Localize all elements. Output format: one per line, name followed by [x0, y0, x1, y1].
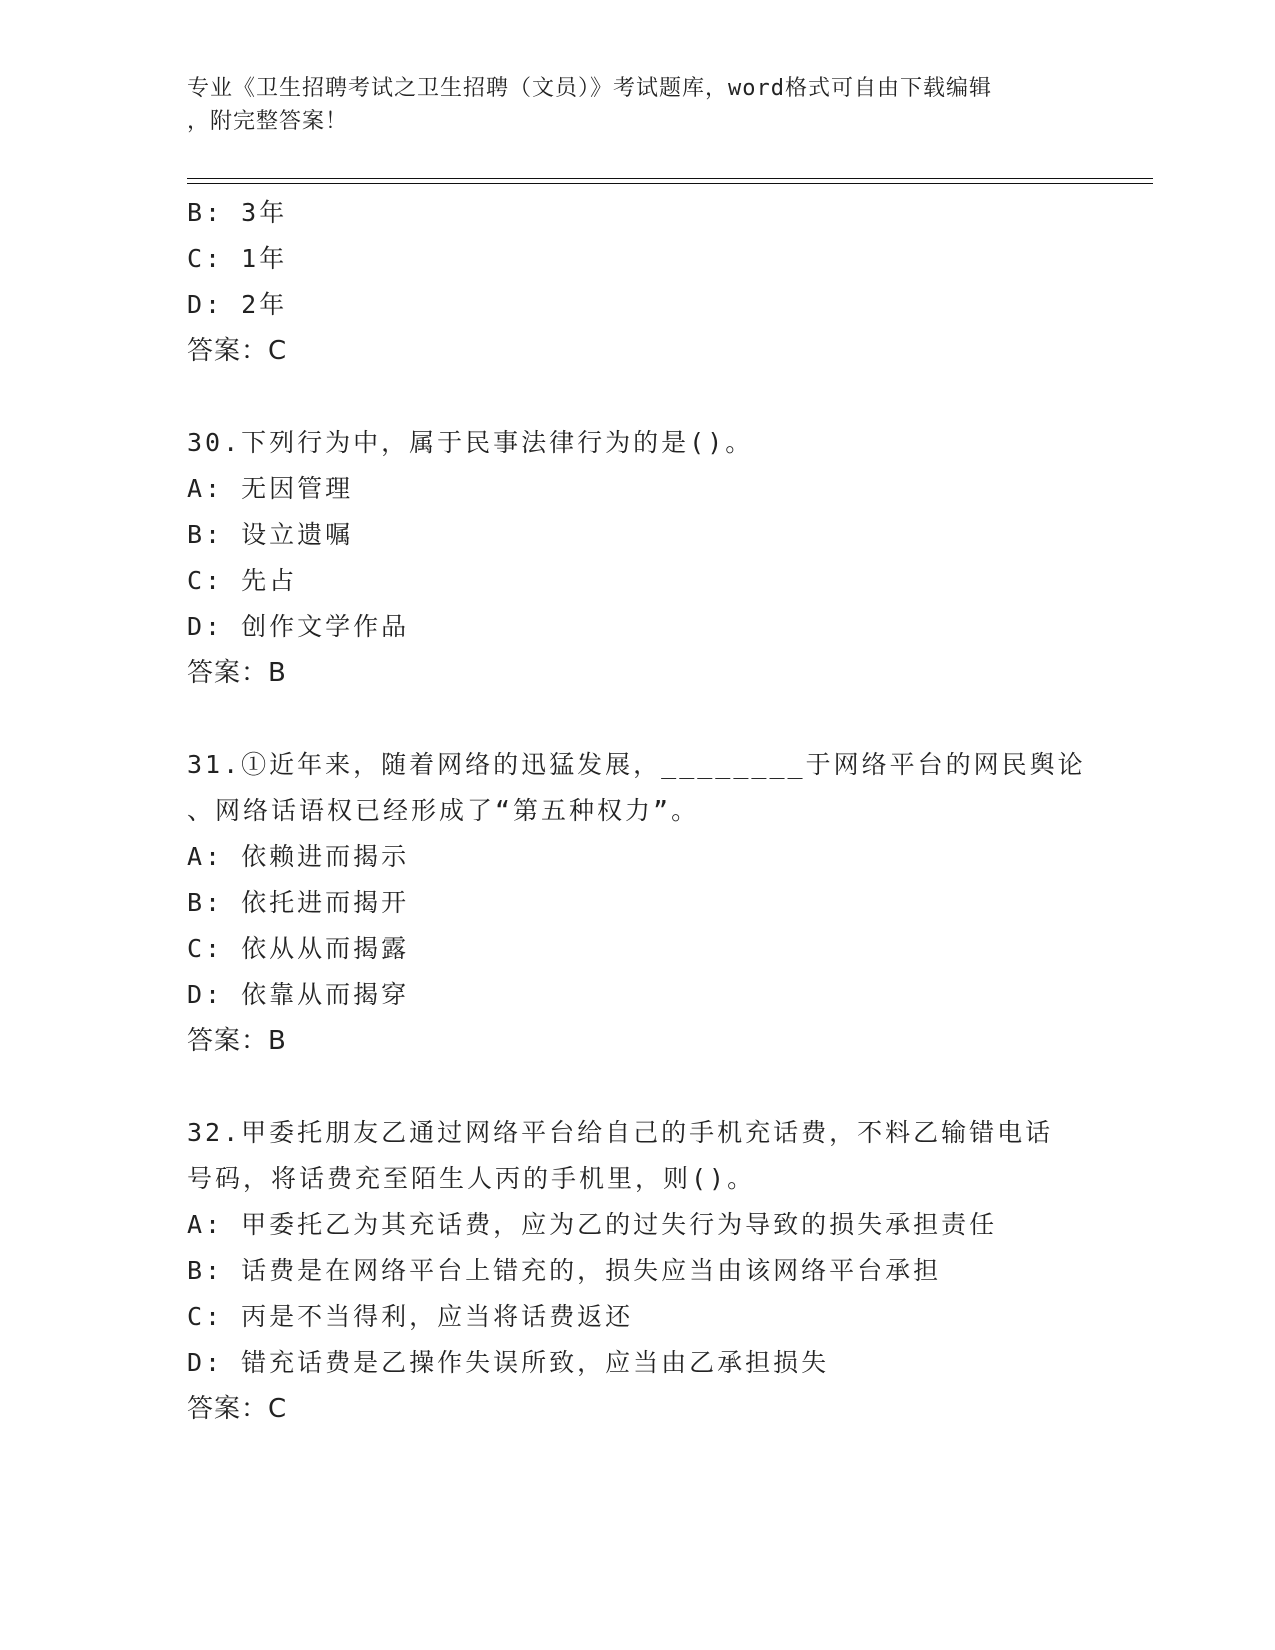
spacer: [187, 1064, 1087, 1110]
option-b: B: 3年: [187, 198, 288, 227]
question-31: [187, 742, 1087, 1064]
question-30: [187, 420, 1087, 696]
answer-label: 答案：C: [187, 336, 288, 366]
document-header: [187, 72, 1077, 138]
option-a: A: 依赖进而揭示: [187, 842, 410, 871]
answer-label: 答案：B: [187, 1026, 287, 1056]
header-line-2: ，附完整答案！: [187, 109, 349, 134]
header-divider-top: [187, 178, 1153, 179]
question-stem-line-1: 31.①近年来，随着网络的迅猛发展，________于网络平台的网民舆论: [187, 750, 1086, 779]
option-b: B: 依托进而揭开: [187, 888, 410, 917]
option-d: D: 错充话费是乙操作失误所致，应当由乙承担损失: [187, 1348, 830, 1377]
question-stem-line-2: 、网络话语权已经形成了“第五种权力”。: [187, 796, 700, 825]
question-stem-line-2: 号码，将话费充至陌生人丙的手机里，则()。: [187, 1164, 756, 1193]
answer-label: 答案：B: [187, 658, 287, 688]
option-b: B: 设立遗嘱: [187, 520, 354, 549]
option-c: C: 丙是不当得利，应当将话费返还: [187, 1302, 634, 1331]
header-divider-bottom: [187, 183, 1153, 184]
option-d: D: 创作文学作品: [187, 612, 410, 641]
option-a: A: 甲委托乙为其充话费，应为乙的过失行为导致的损失承担责任: [187, 1210, 998, 1239]
spacer: [187, 374, 1087, 420]
option-b: B: 话费是在网络平台上错充的，损失应当由该网络平台承担: [187, 1256, 942, 1285]
question-list: [187, 190, 1087, 1432]
option-a: A: 无因管理: [187, 474, 354, 503]
answer-label: 答案：C: [187, 1394, 288, 1424]
question-stem: 30.下列行为中，属于民事法律行为的是()。: [187, 428, 754, 457]
option-c: C: 1年: [187, 244, 288, 273]
option-d: D: 2年: [187, 290, 288, 319]
question-stem-line-1: 32.甲委托朋友乙通过网络平台给自己的手机充话费，不料乙输错电话: [187, 1118, 1054, 1147]
option-d: D: 依靠从而揭穿: [187, 980, 410, 1009]
header-line-1: 专业《卫生招聘考试之卫生招聘（文员）》考试题库，word格式可自由下载编辑: [187, 76, 992, 101]
question-29-continuation: [187, 190, 1087, 374]
option-c: C: 依从从而揭露: [187, 934, 410, 963]
spacer: [187, 696, 1087, 742]
option-c: C: 先占: [187, 566, 298, 595]
question-32: [187, 1110, 1087, 1432]
